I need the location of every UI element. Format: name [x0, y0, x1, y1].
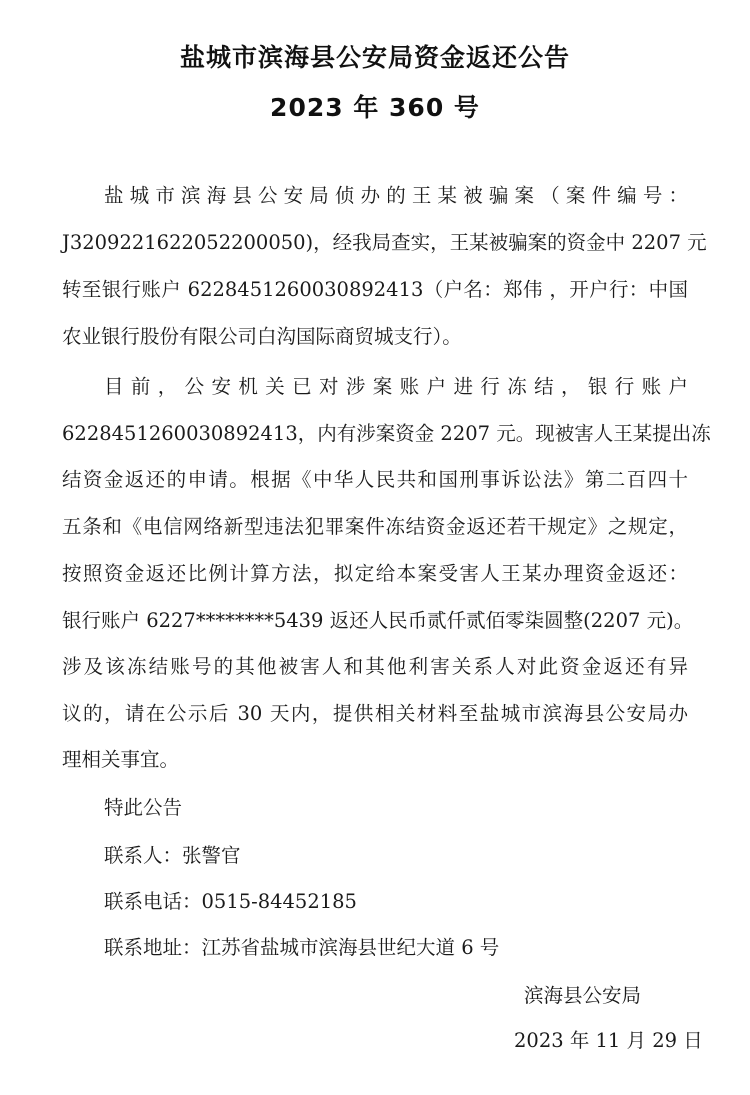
closing-text: 特此公告 [104, 796, 183, 819]
paragraph-2-line-4: 五条和《电信网络新型违法犯罪案件冻结资金返还若干规定》之规定， [62, 515, 688, 538]
notice-title: 盐城市滨海县公安局资金返还公告 [179, 43, 570, 72]
paragraph-2-line-7: 涉及该冻结账号的其他被害人和其他利害关系人对此资金返还有异 [62, 655, 688, 678]
paragraph-2-line-3: 结资金返还的申请。根据《中华人民共和国刑事诉讼法》第二百四十 [62, 468, 688, 491]
contact-phone: 联系电话：0515-84452185 [104, 890, 357, 913]
paragraph-1-line-2: J3209221622052200050)，经我局查实，王某被骗案的资金中 2207 元 [62, 231, 707, 254]
paragraph-1-line-3: 转至银行账户 6228451260030892413（户名：郑伟 ，开户行：中国 [62, 278, 688, 301]
contact-address: 联系地址：江苏省盐城市滨海县世纪大道 6 号 [104, 936, 500, 959]
paragraph-2-line-9: 理相关事宜。 [62, 748, 180, 771]
paragraph-1-line-4: 农业银行股份有限公司白沟国际商贸城支行）。 [62, 325, 462, 348]
paragraph-2-line-6: 银行账户 6227********5439 返还人民币贰仟贰佰零柒圆整(2207 元)。 [62, 609, 694, 632]
paragraph-1-line-1: 盐城市滨海县公安局侦办的王某被骗案（案件编号： [104, 184, 688, 207]
signature-organization: 滨海县公安局 [524, 984, 642, 1007]
paragraph-2-line-8: 议的，请在公示后 30 天内，提供相关材料至盐城市滨海县公安局办 [62, 702, 688, 725]
notice-number: 2023 年 360 号 [270, 93, 480, 122]
paragraph-2-line-5: 按照资金返还比例计算方法，拟定给本案受害人王某办理资金返还： [62, 562, 688, 585]
paragraph-2-line-1: 目前，公安机关已对涉案账户进行冻结，银行账户 [104, 375, 688, 398]
signature-date: 2023 年 11 月 29 日 [514, 1029, 703, 1052]
contact-person: 联系人：张警官 [104, 844, 241, 867]
paragraph-2-line-2: 6228451260030892413，内有涉案资金 2207 元。现被害人王某提出冻 [62, 422, 711, 445]
